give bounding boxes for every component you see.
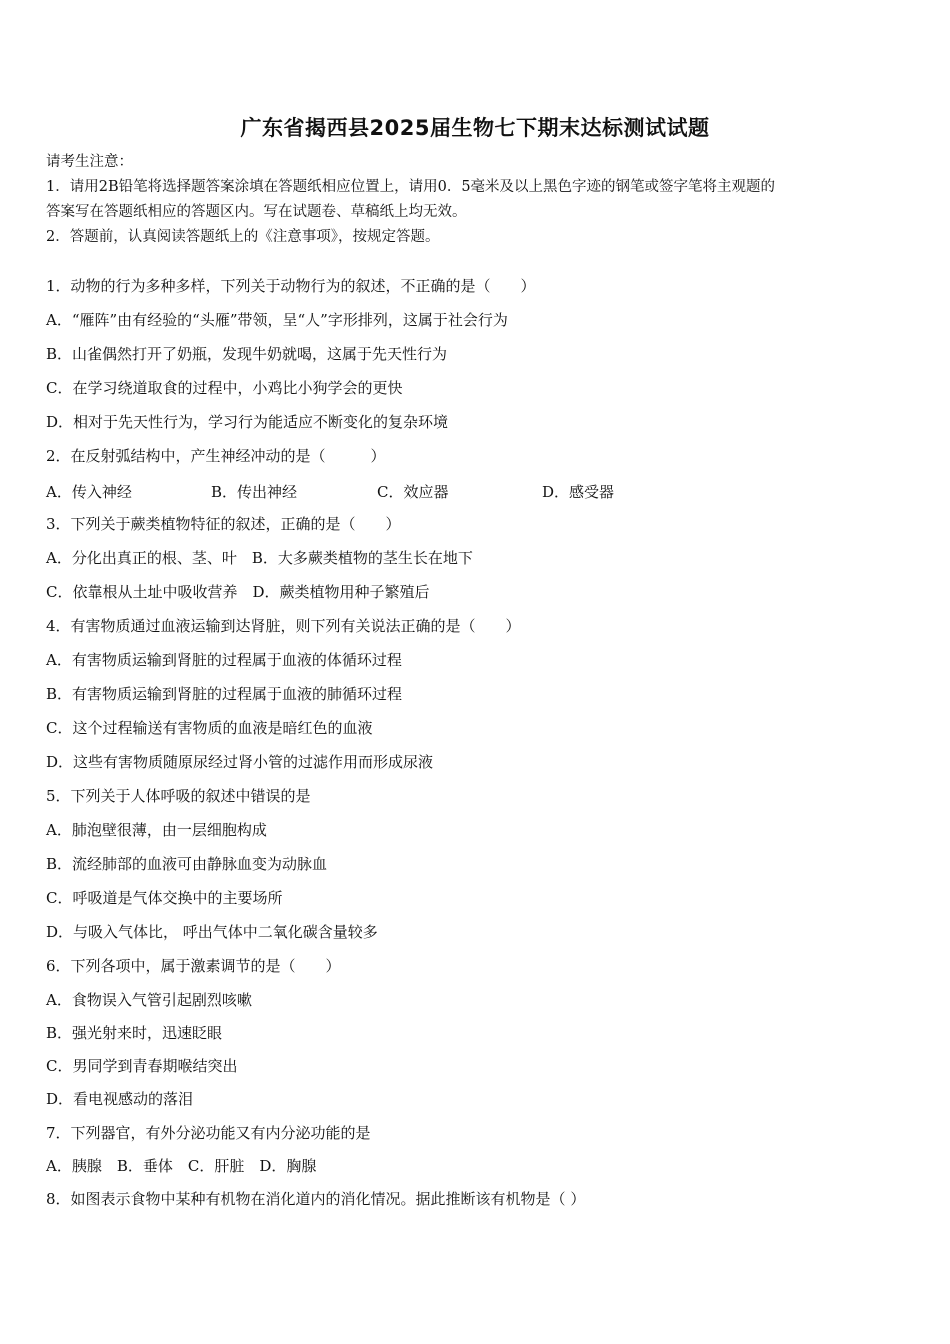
option-a: A．传入神经: [46, 483, 132, 501]
option-b: B．山雀偶然打开了奶瓶，发现牛奶就喝，这属于先天性行为: [46, 345, 448, 363]
option-c: C．男同学到青春期喉结突出: [46, 1057, 238, 1075]
question-stem: 7．下列器官，有外分泌功能又有内分泌功能的是: [46, 1124, 371, 1142]
question-stem: 8．如图表示食物中某种有机物在消化道内的消化情况。据此推断该有机物是（ ）: [46, 1190, 586, 1208]
option-d: D．与吸入气体比， 呼出气体中二氧化碳含量较多: [46, 923, 378, 941]
question-stem: 4．有害物质通过血液运输到达肾脏，则下列有关说法正确的是（ ）: [46, 617, 521, 635]
option-b: B．流经肺部的血液可由静脉血变为动脉血: [46, 855, 328, 873]
option-d: D．相对于先天性行为，学习行为能适应不断变化的复杂环境: [46, 413, 449, 431]
option-a: A．食物误入气管引起剧烈咳嗽: [46, 991, 252, 1009]
question-stem: 3．下列关于蕨类植物特征的叙述，正确的是（ ）: [46, 515, 401, 533]
option-b: B．强光射来时，迅速眨眼: [46, 1024, 223, 1042]
option-c: C．这个过程输送有害物质的血液是暗红色的血液: [46, 719, 373, 737]
option-a: A．“雁阵”由有经验的“头雁”带领，呈“人”字形排列，这属于社会行为: [46, 311, 508, 329]
option-a: A．有害物质运输到肾脏的过程属于血液的体循环过程: [46, 651, 402, 669]
notice-line-2: 2．答题前，认真阅读答题纸上的《注意事项》，按规定答题。: [46, 229, 440, 245]
option-d: D．看电视感动的落泪: [46, 1090, 194, 1108]
option-row: [46, 481, 666, 499]
option-d: D．感受器: [542, 483, 615, 501]
notice-line-1: 1．请用2B铅笔将选择题答案涂填在答题纸相应位置上，请用0．5毫米及以上黑色字迹的钢笔或签字笔将主观题的: [46, 179, 776, 195]
option-c: C．呼吸道是气体交换中的主要场所: [46, 889, 283, 907]
question-stem: 5．下列关于人体呼吸的叙述中错误的是: [46, 787, 311, 805]
page-title: 广东省揭西县2025届生物七下期末达标测试试题: [240, 116, 710, 140]
option-row-cd: C．依靠根从土址中吸收营养 D．蕨类植物用种子繁殖后: [46, 583, 430, 601]
question-stem: 1．动物的行为多种多样，下列关于动物行为的叙述，不正确的是（ ）: [46, 277, 536, 295]
option-b: B．传出神经: [211, 483, 298, 501]
question-stem: 2．在反射弧结构中，产生神经冲动的是（ ）: [46, 447, 386, 465]
option-row-ab: A．分化出真正的根、茎、叶 B．大多蕨类植物的茎生长在地下: [46, 549, 473, 567]
option-b: B．有害物质运输到肾脏的过程属于血液的肺循环过程: [46, 685, 403, 703]
option-row: A．胰腺 B．垂体 C．肝脏 D．胸腺: [46, 1157, 317, 1175]
option-c: C．效应器: [377, 483, 449, 501]
option-c: C．在学习绕道取食的过程中，小鸡比小狗学会的更快: [46, 379, 403, 397]
notice-line-1-cont: 答案写在答题纸相应的答题区内。写在试题卷、草稿纸上均无效。: [46, 204, 467, 220]
question-stem: 6．下列各项中，属于激素调节的是（ ）: [46, 957, 341, 975]
option-d: D．这些有害物质随原尿经过肾小管的过滤作用而形成尿液: [46, 753, 434, 771]
option-a: A．肺泡壁很薄，由一层细胞构成: [46, 821, 267, 839]
notice-heading: 请考生注意：: [46, 154, 133, 170]
